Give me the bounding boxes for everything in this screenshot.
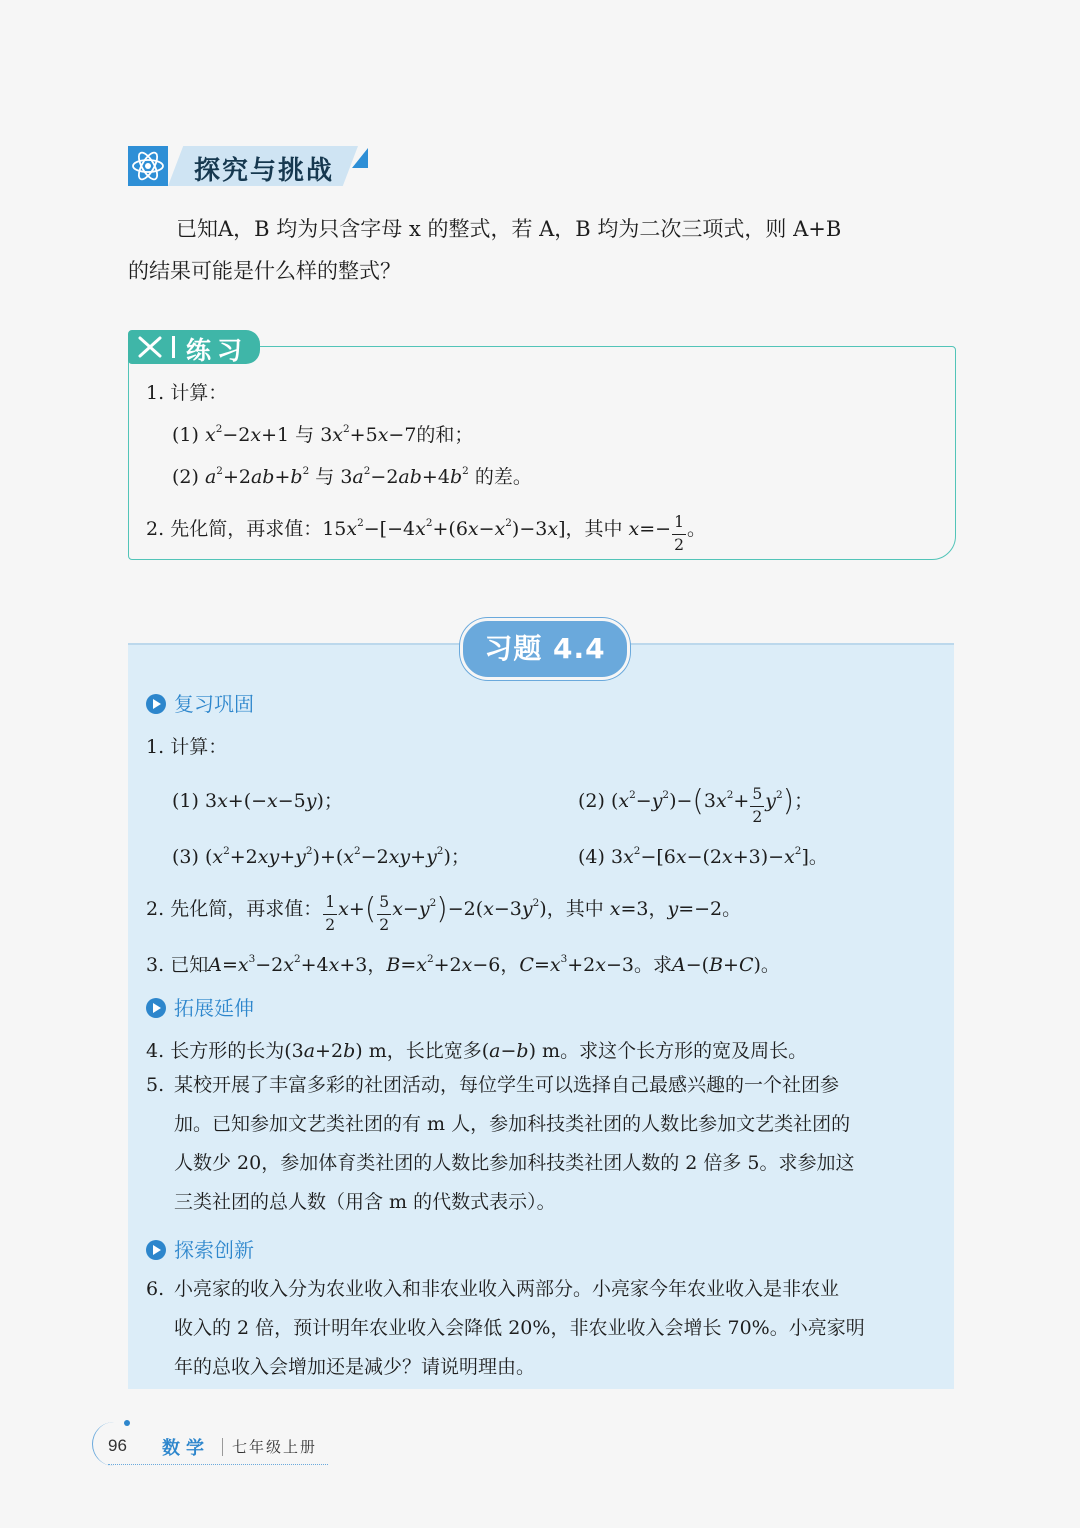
exercise-q6: 小亮家的收入分为农业收入和非农业收入两部分。小亮家今年农业收入是非农业 收入的 2 倍，预计明年农业收入会降低 20%，非农业收入会增长 70%。小亮家明 年的总收入会增加还是减少？请说明理由。 bbox=[174, 1278, 865, 1378]
section-review: 复习巩固 bbox=[146, 688, 254, 717]
exercise-q1-4: (4) $3x^2-[6x-(2x+3)-x^2]$。 bbox=[578, 845, 828, 868]
explore-challenge-header bbox=[128, 146, 368, 186]
play-circle-icon bbox=[146, 998, 166, 1018]
practice-q1-2: (2) $a^2+2ab+b^2$ 与 $3a^2-2ab+4b^2$ 的差。 bbox=[172, 465, 532, 488]
math-expression: $15x^2-[-4x^2+(6x-x^2)-3x]$ bbox=[322, 517, 566, 540]
explore-paragraph-line1: 已知A，B 均为只含字母 x 的整式，若 A，B 均为二次三项式，则 A+B bbox=[176, 217, 842, 241]
exercise-q3: 3. 已知$A=x^3-2x^2+4x+3$，$B=x^2+2x-6$，$C=x^3+2x-3$。求A−(B+C)。 bbox=[146, 953, 780, 976]
practice-tag-divider bbox=[172, 336, 175, 358]
atom-icon bbox=[128, 146, 168, 186]
math-expression: $A=x^3-2x^2+4x+3$，$B=x^2+2x-6$，$C=x^3+2x-3$ bbox=[208, 953, 634, 976]
explore-title: 探究与挑战 bbox=[194, 156, 335, 186]
exercise-q1-1: (1) 3x+(−x−5y)； bbox=[172, 790, 343, 812]
exercise-q2: 2. 先化简，再求值： $\frac{1}{2}$ x+( $\frac{5}{2}$ $x-y^2)-2(x-3y^2)$，其中 x=3，y=−2。 bbox=[146, 891, 742, 934]
play-circle-icon bbox=[146, 694, 166, 714]
math-expression: $3a^2-2ab+4b^2$ bbox=[340, 465, 469, 488]
explore-body bbox=[128, 208, 958, 292]
subject-label: 数学 bbox=[162, 1438, 210, 1459]
practice-q1-1: (1) $x^2-2x+1$ 与 $3x^2+5x-7$的和； bbox=[172, 423, 474, 446]
corner-triangle-icon bbox=[352, 148, 368, 168]
page-footer bbox=[92, 1420, 332, 1472]
practice-tag-label: 练习 bbox=[186, 336, 249, 365]
math-expression: $a^2+2ab+b^2$ bbox=[204, 465, 310, 488]
math-expression: $\frac{1}{2}$ x+( $\frac{5}{2}$ $x-y^2)-2(x-3y^2)$ bbox=[325, 891, 547, 934]
math-expression: x=3，y=−2。 bbox=[609, 898, 742, 920]
math-expression: $(x^2-y^2)-(3x^2+$ $\frac{5}{2}$ $y^2$)； bbox=[610, 783, 814, 826]
exercise-q5-number: 5. bbox=[146, 1074, 165, 1096]
footer-dot bbox=[124, 1420, 130, 1426]
exercise-q6-number: 6. bbox=[146, 1278, 165, 1300]
section-extension: 拓展延伸 bbox=[146, 992, 254, 1021]
footer-divider bbox=[222, 1438, 223, 1456]
math-expression: (3a+2b) bbox=[284, 1040, 363, 1062]
practice-q2: 2. 先化简，再求值：$15x^2-[-4x^2+(6x-x^2)-3x]$，其中 x=− $\frac{1}{2}$ 。 bbox=[146, 513, 707, 554]
grade-label: 七年级上册 bbox=[232, 1438, 318, 1456]
exercise-q1-2: (2) $(x^2-y^2)-(3x^2+$ $\frac{5}{2}$ $y^2$)； bbox=[578, 783, 814, 826]
play-circle-icon bbox=[146, 1240, 166, 1260]
explore-paragraph-line2: 的结果可能是什么样的整式？ bbox=[128, 259, 401, 283]
practice-tag bbox=[128, 330, 260, 364]
page-number: 96 bbox=[108, 1436, 127, 1455]
exercise-title: 习题 4.4 bbox=[484, 632, 606, 665]
math-expression: $3x^2-[6x-(2x+3)-x^2]$。 bbox=[610, 845, 828, 868]
math-expression: (a−b) bbox=[481, 1040, 536, 1062]
exercise-q5: 某校开展了丰富多彩的社团活动，每位学生可以选择自己最感兴趣的一个社团参 加。已知参加文艺类社团的有 m 人，参加科技类社团的人数比参加文艺类社团的 人数少 20，参加体育类社团的人数比参加科技类社团人数的 2 倍多 5。求参加这 三类社团的总人数（用含 m 的代数式表示）。 bbox=[174, 1074, 855, 1213]
exercise-title-pill bbox=[460, 618, 630, 680]
exercise-q4: 4. 长方形的长为(3a+2b) m，长比宽多(a−b) m。求这个长方形的宽及周长。 bbox=[146, 1040, 808, 1062]
exercise-q1-3: (3) $(x^2+2xy+y^2)+(x^2-2xy+y^2)$； bbox=[172, 845, 470, 868]
footer-dotted-line bbox=[108, 1464, 328, 1465]
ruler-pencil-icon bbox=[136, 335, 164, 359]
math-expression: A−(B+C)。 bbox=[672, 954, 780, 976]
math-expression: $3x^2+5x-7$ bbox=[320, 423, 417, 446]
exercise-q1: 1. 计算： bbox=[146, 736, 228, 758]
math-expression: $x^2-2x+1$ bbox=[204, 423, 290, 446]
math-expression: x=− $\frac{1}{2}$ bbox=[628, 513, 685, 554]
math-expression: $(x^2+2xy+y^2)+(x^2-2xy+y^2)$； bbox=[204, 845, 470, 868]
practice-q1: 1. 计算： bbox=[146, 382, 228, 404]
math-expression: 3x+(−x−5y)； bbox=[204, 790, 343, 812]
section-innovation: 探索创新 bbox=[146, 1234, 254, 1263]
